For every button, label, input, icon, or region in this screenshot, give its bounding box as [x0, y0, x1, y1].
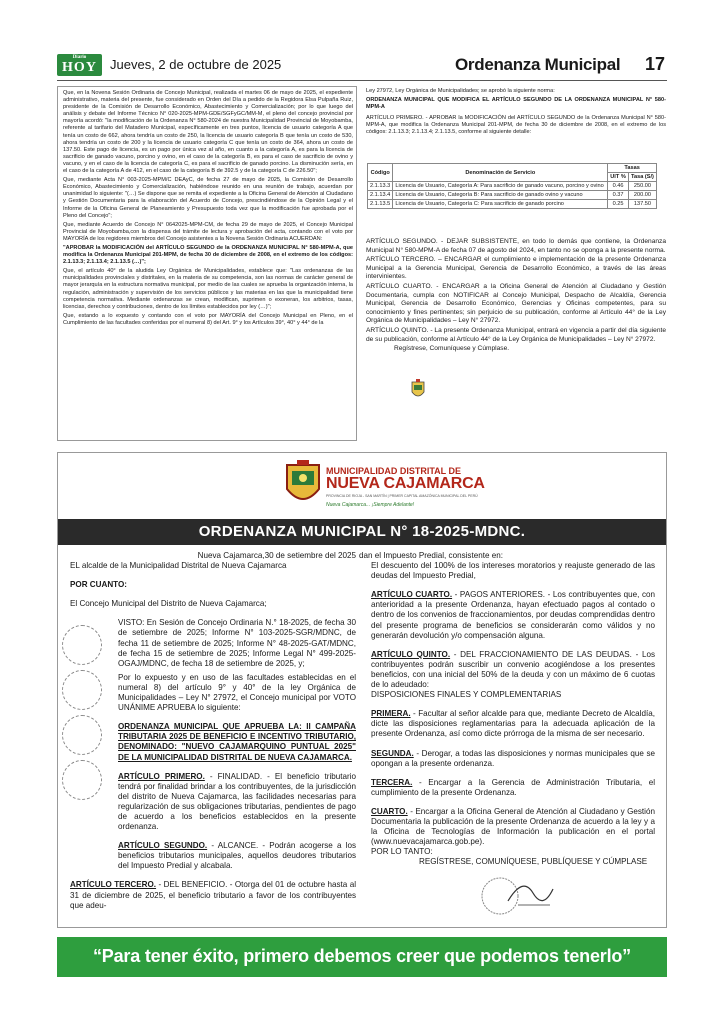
stamp-icon [62, 715, 102, 755]
table-cell: 2.1.13.4 [368, 191, 393, 200]
paragraph: Que, el artículo 40° de la aludida Ley Orgánica de Municipalidades, establece que: "Las ordenanzas de las municipalidades provinciales y distritales, en la materia de su competencia, son las normas de carácter general de mayor jerarquía en la estructura normativa municipal, por medio de las cuales se aprueba la organización interna, la regulación, administración y supervisión de los servicios públicos y las materias en las que la municipalidad tiene competencia normativa. Mediante ordenanzas se crean, modifican, suprimen o exoneran, los arbitrios, tasas, licencias, derechos y contribuciones, dentro de los límites establecidos por ley (…)"; [63, 268, 353, 310]
ordinance-title: ORDENANZA MUNICIPAL QUE MODIFICA EL ARTÍCULO SEGUNDO DE LA ORDENANZA MUNICIPAL N° 580-MPM-A [366, 97, 666, 111]
paragraph: POR LO TANTO: [371, 847, 433, 857]
article-label: ARTÍCULO CUARTO. [371, 590, 453, 600]
table-header: Tasa (S/) [628, 173, 656, 182]
stamp-icon [62, 670, 102, 710]
upper-right-text-bottom [366, 238, 666, 355]
stamp-icon [62, 760, 102, 800]
table-cell: 200.00 [628, 191, 656, 200]
article-text: - Derogar, a todas las disposiciones y normas municipales que se opongan a la presente ordenanza. [371, 748, 655, 768]
ordinance-heading: ORDENANZA MUNICIPAL QUE APRUEBA LA: II CAMPAÑA TRIBUTARIA 2025 DE BENEFICIO E INCENTIVO TRIBUTARIO, DENOMINADO: "NUEVO CAJAMARQUINO PUNTUAL 2025" DE LA MUNICIPALIDAD DISTRITAL DE NUEVA CAJAMARCA. [118, 722, 356, 762]
article-label: PRIMERA. [371, 709, 411, 719]
quote-text: “Para tener éxito, primero debemos creer que podemos tenerlo” [93, 946, 631, 966]
paragraph: ARTÍCULO CUARTO. - ENCARGAR a la Oficina General de Atención al Ciudadano y Gestión Documentaria, cumpla con NOTIFICAR al Concejo Municipal, Despacho de Alcaldía, Gerencia Municipal, Gerencia de Desarrollo Económico, Gerencias y Oficinas competentes, para su conocimiento y fines pertinentes; sin perjuicio de su publicación, conforme al Artículo 44° de la Ley Orgánica de Municipalidades – Ley N° 27972. [366, 282, 666, 325]
header-divider [57, 80, 667, 81]
paragraph: Que, mediante Acuerdo de Concejo N° 0642025-MPM-CM, de fecha 29 de mayo de 2025, el Concejo Municipal Provincial de Moyobamba,con la dispensa del trámite de lectura y aprobación del acta, contando con el voto por MAYORÍA de los regidores miembros del Concejo asistentes a la Novena Sesión Ordinaria ACUERDAN: [63, 221, 353, 242]
paragraph [359, 709, 655, 739]
paragraph [359, 749, 655, 769]
paragraph: El Concejo Municipal del Distrito de Nueva Cajamarca; [70, 599, 267, 609]
article-text: - Encargar a la Gerencia de Administración Tributaria, el cumplimiento de la presente Ordenanza. [371, 777, 655, 797]
paragraph: EL alcalde de la Municipalidad Distrital de Nueva Cajamarca [70, 561, 287, 571]
paragraph [359, 807, 655, 847]
closing-formula: REGÍSTRESE, COMUNÍQUESE, PUBLÍQUESE Y CÚMPLASE [419, 857, 648, 867]
paragraph: ARTÍCULO PRIMERO. - APROBAR la MODIFICACIÓN del ARTÍCULO SEGUNDO de la Ordenanza Municipal N° 580-MPM-A, que modifica la Ordenanza Municipal 201-MPM, de fecha 30 de diciembre de 2008, en el extremo de los códigos: 2.1.13.3; 2.1.13.4; 2.1.13.5, conforme al siguiente detalle: [366, 115, 666, 136]
paragraph [359, 590, 655, 640]
paragraph: Ley 27972, Ley Orgánica de Municipalidades; se aprobó la siguiente norma: [366, 88, 555, 94]
table-header: Código [368, 164, 393, 182]
table-row [368, 200, 657, 209]
lower-right-column [359, 551, 655, 867]
motivational-quote-banner [57, 937, 667, 977]
paragraph: Que, mediante Acta N° 003-2025-MPM/C DEAyC, de fecha 27 de mayo de 2025, la Comisión de Desarrollo Económico, Abastecimiento y Comercialización, habiéndose reunido en una reunión de trabajo, acuerdan por unanimidad lo siguiente: "(…) Se dispone que se remita el expediente a la Oficina General de Atención al Ciudadano y Gestión Documentaria para la elaboración del Acuerdo de Concejo, prescindiéndose de la Opinión Legal y el Informe de la Oficina General de Planeamiento y Presupuesto toda vez que la modificación fue aprobada por el Pleno del Concejo"; [63, 177, 353, 219]
table-cell: 0.46 [608, 182, 629, 191]
upper-right-column [362, 86, 667, 441]
article-text: - ALCANCE. - Podrán acogerse a los beneficios tributarios municipales, aquellos deudores tributarios del Impuesto Predial y alcabala. [118, 841, 356, 871]
table-cell: 2.1.13.3 [368, 182, 393, 191]
table-cell: Licencia de Usuario, Categoría A: Para sacrificio de ganado vacuno, porcino y ovino [393, 182, 608, 191]
newspaper-logo [57, 54, 102, 76]
paragraph [70, 880, 356, 910]
upper-right-text-top [366, 88, 666, 139]
paragraph: VISTO: En Sesión de Concejo Ordinaria N.° 18-2025, de fecha 30 de setiembre de 2025; Informe N° 103-2025-SGR/MDNC, de fecha 11 de setiembre de 2025; Informe N° 48-2025-GAT/MDNC, de fecha 15 de setiembre de 2025; Informe Legal N° 499-2025-OGAJ/MDNC, de fecha 18 de setiembre de 2025, y; [118, 618, 356, 668]
seal-icon [410, 378, 426, 402]
article-text: - Encargar a la Oficina General de Atención al Ciudadano y Gestión Documentaria la publicación de la presente Ordenanza de acuerdo a la ley y a la Oficina de Tecnologías de Información la publicación en el portal (www.nuevacajamarca.gob.pe). [371, 806, 655, 847]
table-cell: 0.25 [608, 200, 629, 209]
table-header-row [368, 164, 657, 173]
table-cell: 2.1.13.5 [368, 200, 393, 209]
paragraph: Por lo expuesto y en uso de las facultades establecidas en el numeral 8) del artículo 9° y 40° de la ley Orgánica de Municipalidades – Ley N° 27972, el Concejo municipal por VOTO UNÁNIME APRUEBA lo siguiente: [118, 672, 356, 713]
paragraph [70, 841, 356, 871]
paragraph: dan el Impuesto Predial, consistente en: [359, 551, 503, 560]
article-text: - DEL FRACCIONAMIENTO DE LAS DEUDAS. - Los contribuyentes podrán suscribir un convenio acogiéndose a los presentes beneficios, con una inicial del 50% de la deuda y con un máximo de 6 cuotas de lo adeudado: [371, 649, 656, 690]
paragraph: ARTÍCULO TERCERO. – ENCARGAR el cumplimiento e implementación de la presente Ordenanza Municipal a la Gerencia Municipal, Gerencia de Desarrollo Económico, a través de las áreas intervinientes. [366, 256, 666, 281]
article-text: - PAGOS ANTERIORES. - Los contribuyentes que, con anterioridad a la presente Ordenanza, hayan efectuado pagos al contado o dentro de los convenios de fraccionamientos, por deudas comprendidas dentro del presente programa de beneficios se considerarán como válidos y no generarán devolución y/o compensación alguna. [371, 590, 655, 640]
paragraph [359, 650, 655, 690]
paragraph [70, 772, 356, 833]
lower-left-column [70, 551, 356, 911]
paragraph: "APROBAR la MODIFICACIÓN del ARTÍCULO SEGUNDO de la ORDENANZA MUNICIPAL N° 580-MPM-A, que modifica la Ordenanza Municipal 201-MPM, de fecha 30 de diciembre de 2008, en el extremo de los códigos: 2.1.13.3; 2.1.13.4; 2.1.13.5 (…)"; [63, 244, 353, 266]
page-header [57, 54, 667, 78]
shield-icon [283, 459, 323, 511]
ordinance-title: ORDENANZA MUNICIPAL N° 18-2025-MDNC. [198, 523, 526, 540]
paragraph: Que, estando a lo expuesto y contando con el voto por MAYORÍA del Concejo Municipal en Pleno, en el Cumplimiento de las facultades conferidas por el numeral 8) del Art. 9° y los Artículos 39°, 40° y 44° de la [63, 312, 353, 326]
article-label: TERCERA. [371, 777, 413, 787]
logo-big-text: HOY [62, 60, 97, 75]
municipality-logo [283, 459, 485, 519]
upper-left-text [63, 90, 353, 329]
paragraph: ARTÍCULO QUINTO. - La presente Ordenanza Municipal, entrará en vigencia a partir del día siguiente de su publicación, conforme al Artículo 44° de la Ley Orgánica de Municipalidades – Ley N° 27972. [366, 326, 666, 343]
municipality-label: MUNICIPALIDAD DISTRITAL DE [326, 466, 461, 476]
table-row [368, 182, 657, 191]
section-title: Ordenanza Municipal [455, 55, 621, 74]
page-number: 17 [645, 54, 666, 74]
table-row [368, 191, 657, 200]
place-date: Nueva Cajamarca,30 de setiembre del 2025 [197, 551, 356, 560]
municipality-slogan: Nueva Cajamarca... ¡Siempre Adelante! [326, 502, 415, 508]
article-label: SEGUNDA. [371, 748, 414, 758]
upper-left-column [57, 86, 357, 441]
issue-date: Jueves, 2 de octubre de 2025 [110, 57, 282, 72]
stamp-icon [62, 625, 102, 665]
article-text: - Facultar al señor alcalde para que, mediante Decreto de Alcaldía, dicte las disposiciones reglamentarias para la adecuada aplicación de la presente Ordenanza, así como dicte prórroga de la misma de ser necesario. [371, 709, 655, 739]
paragraph: El descuento del 100% de los intereses moratorios y reajuste generado de las deudas del Impuesto Predial, [371, 561, 655, 581]
table-cell: Licencia de Usuario, Categoría B: Para sacrificio de ganado ovino y vacuno [393, 191, 608, 200]
section-heading: DISPOSICIONES FINALES Y COMPLEMENTARIAS [371, 690, 562, 700]
table-header: Tasas [608, 164, 657, 173]
table-header: UIT % [608, 173, 629, 182]
table-cell: Licencia de Usuario, Categoría C: Para sacrificio de ganado porcino [393, 200, 608, 209]
municipality-name: NUEVA CAJAMARCA [326, 475, 485, 492]
lower-ordinance [57, 452, 667, 928]
logo-small-text: Diario [72, 55, 87, 60]
paragraph: ARTÍCULO SEGUNDO. - DEJAR SUBSISTENTE, en todo lo demás que contiene, la Ordenanza Municipal N° 580-MPM-A de fecha 07 de agosto del 2024, en tanto no se oponga a la presente norma. [366, 238, 666, 254]
paragraph: Regístrese, Comuníquese y Cúmplase. [394, 345, 510, 353]
rates-table [367, 163, 657, 209]
por-cuanto-heading: POR CUANTO: [70, 580, 127, 590]
table-cell: 0.37 [608, 191, 629, 200]
ordinance-banner [58, 519, 666, 545]
article-label: ARTÍCULO SEGUNDO. [118, 841, 208, 851]
municipality-subtitle: PROVINCIA DE RIOJA - SAN MARTÍN | PRIMER CAPITAL AMAZÓNICA MUNICIPAL DEL PERÚ [326, 494, 478, 498]
article-label: ARTÍCULO QUINTO. [371, 649, 451, 659]
table-cell: 137.50 [628, 200, 656, 209]
official-stamps [62, 625, 108, 805]
article-label: CUARTO. [371, 806, 408, 816]
paragraph [359, 778, 655, 798]
signature-icon [478, 871, 558, 921]
article-label: ARTÍCULO TERCERO. [70, 880, 157, 890]
table-header: Denominación de Servicio [393, 164, 608, 182]
paragraph: Que, en la Novena Sesión Ordinaria de Concejo Municipal, realizada el martes 06 de mayo de 2025, el expediente administrativo, materia del presente, fue considerado en Orden del Día a pedido de la Regidora Elsa Pulpaña Ruiz, presidente de la Comisión de Desarrollo Económico, Abastecimiento y Comercialización; por lo que luego del análisis y debate del Informe Técnico N° 020-2025-MPM-GDE/SGFyGC/MM-M, el pleno del concejo provincial por mayoría acordó: "la modificación de la Ordenanza N° 580-2024 de nuestra Municipalidad Provincial de Moyobamba, referente al tarifario del Matadero Municipal, específicamente en tres puntos, licencia de usuario categoría A que tenía un costo de 662, ahora tendría un costo de 250, la licencia de usuario categoría B que tenía un costo de 530, ahora tendría un costo de 200 y la licencia de usuario categoría C que tenía un costo de 364, ahora un costo de 137.50. Este pago de licencia, es un pago por única vez al año, en cuanto a la categoría A, es para la licencia de sacrificio de ganado vacuno, porcino y ovino, en el caso de la categoría B, es para el caso de sacrificio de ovino y vacuno, y en el caso de la licencia de categoría C, es para el sacrificio de ganado porcino. La disminución sería, en el caso de la categoría A de 412, en el caso de la categoría B de 392.5 y de la categoría C de 226.50"; [63, 90, 353, 175]
table-cell: 250.00 [628, 182, 656, 191]
article-text: - DEL BENEFICIO. - Otorga del 01 de octubre hasta al 31 de diciembre de 2025, el beneficio tributario a favor de los contribuyentes que adeu- [70, 880, 356, 910]
article-label: ARTÍCULO PRIMERO. [118, 771, 205, 781]
article-text: - FINALIDAD. - El beneficio tributario tendrá por finalidad brindar a los contribuyentes, de la jurisdicción del distrito de Nueva Cajamarca, las facilidades necesarias para regularización de sus obligaciones tributarias, pendientes de pago de acuerdo a los beneficios establecidos en la presente ordenanza. [118, 771, 356, 832]
